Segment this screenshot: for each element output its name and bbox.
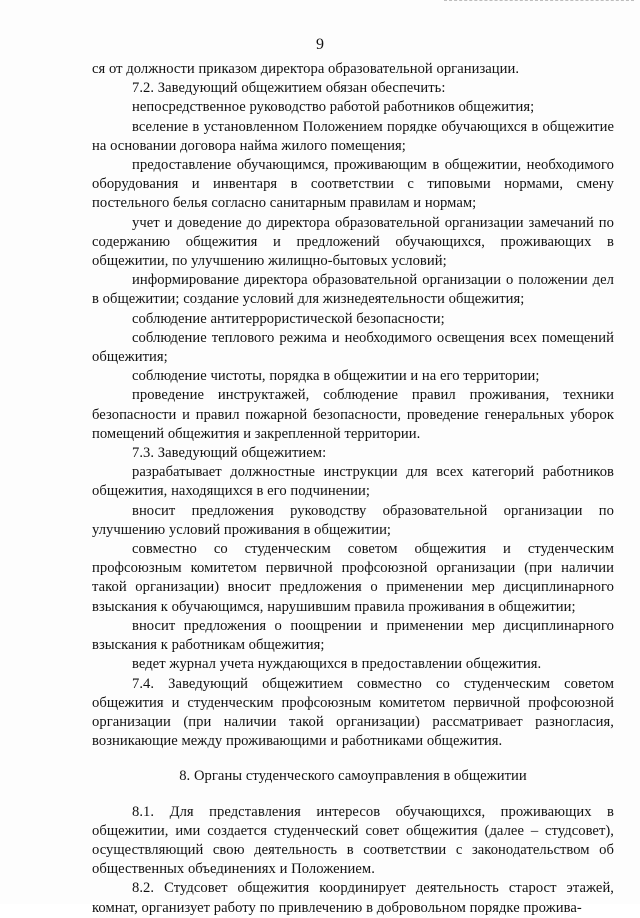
- list-item: информирование директора образовательной организации о положении дел в общежитии; создание условий для жизнедеятельности общежития;: [92, 272, 614, 308]
- list-item: совместно со студенческим советом общежития и студенческим профсоюзным комитетом первичной профсоюзной организации (при наличии такой организации) вносит предложения о применении мер дисциплинарного взыскания к обучающимся, нарушившим правила проживания в общежитии;: [92, 541, 614, 615]
- list-item: учет и доведение до директора образовательной организации замечаний по содержанию общежития и предложений обучающихся, проживающих в общежитии, по улучшению жилищно-бытовых условий;: [92, 214, 614, 270]
- list-item: соблюдение чистоты, порядка в общежитии и на его территории;: [132, 368, 540, 385]
- list-item: соблюдение теплового режима и необходимого освещения всех помещений общежития;: [92, 329, 614, 366]
- list-item: непосредственное руководство работой работников общежития;: [132, 99, 535, 116]
- page-number: 9: [316, 36, 324, 53]
- paragraph-7-3: 7.3. Заведующий общежитием:: [132, 445, 327, 462]
- section-heading: 8. Органы студенческого самоуправления в общежитии: [179, 768, 527, 785]
- list-item: вносит предложения руководству образовательной организации по улучшению условий проживания в общежитии;: [92, 502, 614, 538]
- paragraph-continuation: ся от должности приказом директора образовательной организации.: [92, 61, 520, 77]
- paragraph-8-2: 8.2. Студсовет общежития координирует деятельность старост этажей, комнат, организует работу по привлечению в добровольном порядке прожива-: [92, 880, 614, 916]
- paragraph-8-1: 8.1. Для представления интересов обучающихся, проживающих в общежитии, ими создается студенческий совет общежития (далее – студсовет), осуществляющий свою деятельность в соответствии с законодательством об общественных объединениях и Положением.: [92, 803, 614, 878]
- list-item: разрабатывает должностные инструкции для всех категорий работников общежития, находящихся в его подчинении;: [92, 464, 614, 500]
- list-item: вносит предложения о поощрении и применении мер дисциплинарного взыскания к работникам общежития;: [92, 617, 614, 654]
- list-item: вселение в установленном Положением порядке обучающихся в общежитие на основании договора найма жилого помещения;: [92, 118, 614, 154]
- paragraph-7-4: 7.4. Заведующий общежитием совместно со студенческим советом общежития и студенческим профсоюзным комитетом первичной профсоюзной организации (при наличии такой организации) рассматривает разногласия, возникающие между проживающими и работниками общежития.: [92, 675, 614, 750]
- paragraph-7-2: 7.2. Заведующий общежитием обязан обеспечить:: [132, 80, 446, 97]
- scan-edge-line: [444, 0, 634, 2]
- document-body: [92, 60, 614, 918]
- list-item: соблюдение антитеррористической безопасности;: [132, 310, 445, 327]
- list-item: проведение инструктажей, соблюдение правил проживания, техники безопасности и правил пожарной безопасности, проведение генеральных уборок помещений общежития и закрепленной территории.: [92, 387, 614, 442]
- list-item: предоставление обучающимся, проживающим в общежитии, необходимого оборудования и инвентаря в соответствии с типовыми нормами, смену постельного белья согласно санитарным правилам и нормам;: [92, 157, 614, 212]
- list-item: ведет журнал учета нуждающихся в предоставлении общежития.: [132, 656, 542, 673]
